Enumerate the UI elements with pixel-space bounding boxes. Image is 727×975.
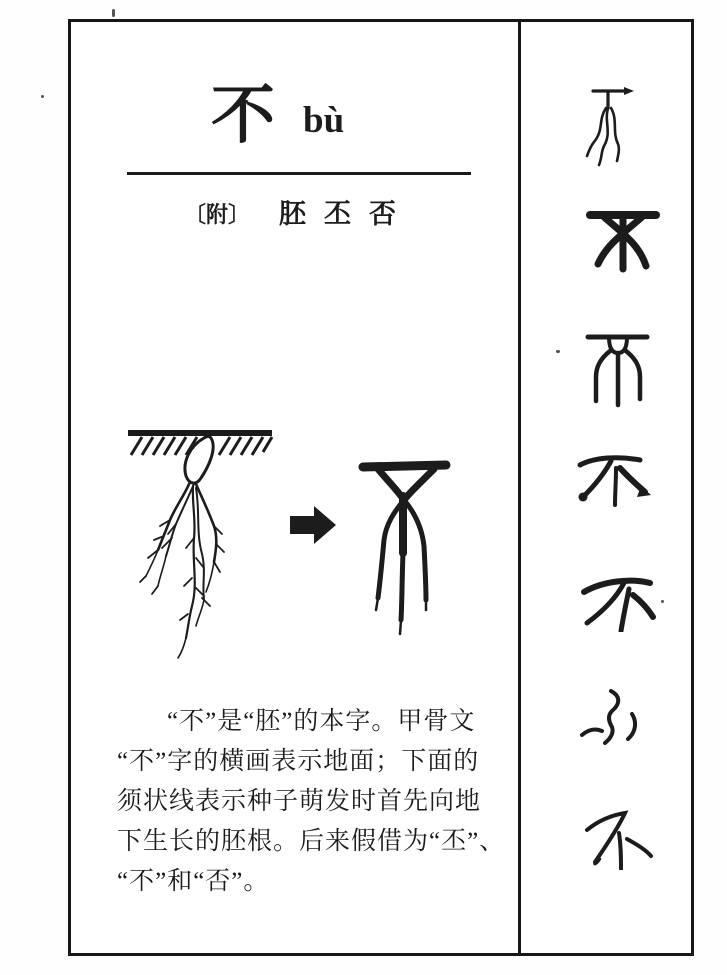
scan-speck <box>41 95 44 98</box>
attached-char: 否 <box>369 199 396 229</box>
script-form-regular <box>575 568 657 632</box>
script-form-cursive <box>575 686 647 748</box>
explanation-line: “不”是“胚”的本字。甲骨文 <box>167 708 476 735</box>
explanation-line: “不”字的横画表示地面；下面的 <box>117 748 480 775</box>
oracle-bone-glyph-large <box>358 458 453 643</box>
etymology-illustration <box>71 422 518 682</box>
script-form-clerical <box>573 448 653 510</box>
seed-sprout-drawing <box>126 428 276 668</box>
explanation-line: “不”和“否”。 <box>117 868 270 895</box>
header-rule <box>127 172 471 175</box>
script-evolution-column <box>521 22 691 953</box>
script-form-running <box>580 806 658 870</box>
scan-speck <box>112 9 115 17</box>
attached-row <box>71 198 518 230</box>
script-form-bronze-1 <box>583 208 663 274</box>
right-arrow-icon <box>290 503 338 547</box>
explanation-line: 下生长的胚根。后来假借为“丕”、 <box>117 828 506 855</box>
headword: 不 <box>211 80 275 151</box>
headword-pinyin: bù <box>303 100 345 141</box>
script-form-oracle-bone <box>580 80 642 172</box>
explanation-paragraph <box>117 702 506 902</box>
scan-speck <box>661 600 664 603</box>
dictionary-frame <box>68 19 694 956</box>
script-form-bronze-2 <box>583 328 653 410</box>
explanation-line: 须状线表示种子萌发时首先向地 <box>117 788 482 815</box>
attached-char: 丕 <box>324 199 351 229</box>
attached-char: 胚 <box>279 199 306 229</box>
scan-speck <box>556 350 560 353</box>
attached-label: 〔附〕 <box>183 202 250 227</box>
entry-panel <box>71 22 521 953</box>
